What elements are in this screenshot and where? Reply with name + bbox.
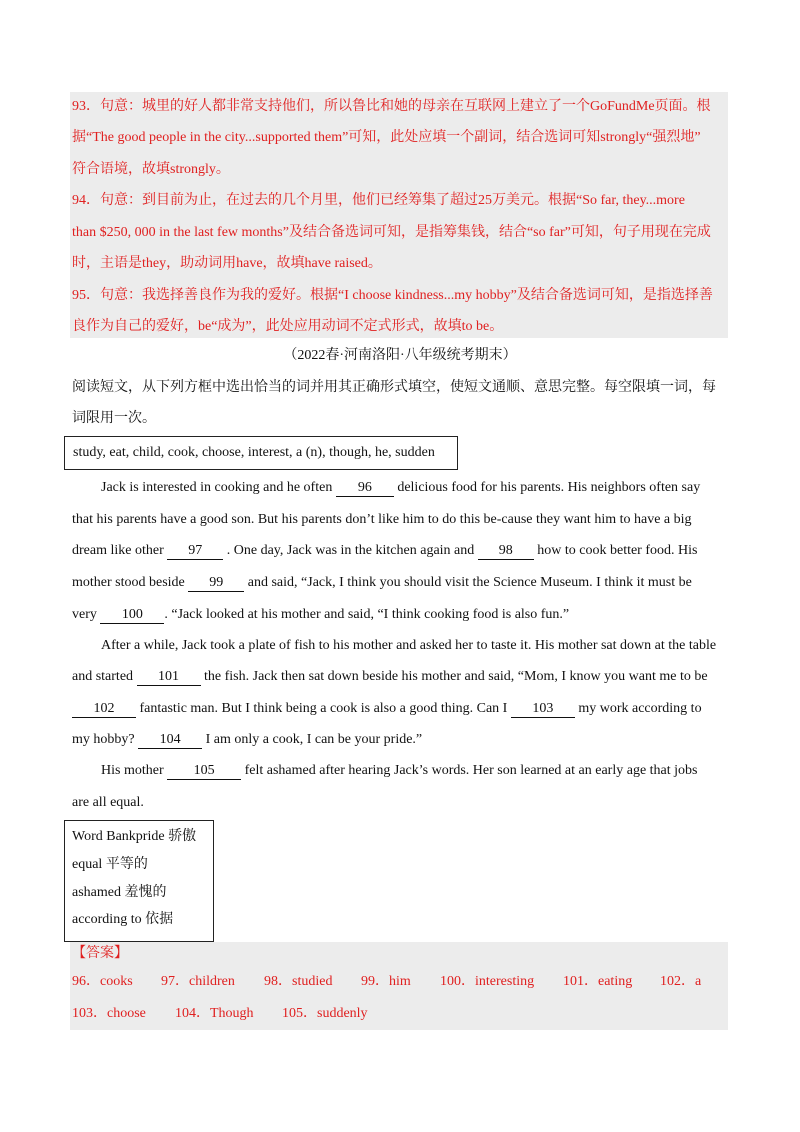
blank-100[interactable]: 100 [100,607,164,624]
passage-text: fantastic man. But I think being a cook is also a good thing. Can I [136,701,511,716]
passage-text: . One day, Jack was in the kitchen again and [223,543,478,558]
blank-105[interactable]: 105 [167,763,241,780]
word-bank-line: ashamed 羞愧的 [72,885,167,900]
blank-96[interactable]: 96 [336,480,394,497]
explanation-line: 94．句意：到目前为止，在过去的几个月里，他们已经筹集了超过25万美元。根据“So far, they...more [72,193,685,208]
blank-99[interactable]: 99 [188,575,244,592]
word-bank-line: according to 依据 [72,912,174,927]
passage-text: the fish. Jack then sat down beside his mother and said, “Mom, I know you want me to be [200,669,708,684]
passage-text: . “Jack looked at his mother and said, “I think cooking food is also fun.” [164,607,570,622]
blank-98[interactable]: 98 [478,543,534,560]
blank-97[interactable]: 97 [167,543,223,560]
explanation-line: 95．句意：我选择善良作为我的爱好。根据“I choose kindness...my hobby”及结合备选词可知，是指选择善 [72,288,713,303]
answer-item: 97．children [161,974,235,989]
answer-item: 101．eating [563,974,633,989]
passage-text: I am only a cook, I can be your pride.” [202,732,423,747]
instructions-line: 阅读短文，从下列方框中选出恰当的词并用其正确形式填空，使短文通顺、意思完整。每空限填一词，每 [72,380,716,395]
passage-text: my hobby? [72,732,139,747]
passage-line [72,730,422,750]
passage-text: my work according to [574,701,702,716]
passage-text: how to cook better food. His [533,543,698,558]
word-bank-box [64,820,214,942]
answer-item: 105．suddenly [282,1006,368,1021]
answer-label: 【答案】 [72,946,128,961]
passage-line [72,541,697,561]
answer-item: 100．interesting [440,974,535,989]
source-line: （2022春·河南洛阳·八年级统考期末） [283,348,517,363]
passage-line [72,699,702,719]
explanation-line: 时，主语是they，助动词用have，故填have raised。 [72,256,382,271]
blank-104[interactable]: 104 [138,732,202,749]
passage-line [101,761,697,781]
blank-101[interactable]: 101 [137,669,201,686]
passage-text: and said, “Jack, I think you should visit the Science Museum. I think it must be [244,575,692,590]
answer-item: 103．choose [72,1006,146,1021]
blank-103[interactable]: 103 [511,701,575,718]
passage-line [72,667,708,687]
blank-102[interactable]: 102 [72,701,136,718]
word-bank-line: equal 平等的 [72,857,148,872]
explanation-line: 据“The good people in the city...supported them”可知，此处应填一个副词，结合选词可知strongly“强烈地” [72,130,701,145]
passage-text: His mother [101,763,168,778]
answer-item: 104．Though [175,1006,254,1021]
passage-line: are all equal. [72,795,144,810]
passage-text: delicious food for his parents. His neighbors often say [393,480,701,495]
choices-box [64,436,458,470]
explanation-line: 良作为自己的爱好，be“成为”，此处应用动词不定式形式，故填to be。 [72,319,504,334]
passage-line: that his parents have a good son. But his parents don’t like him to do this be-cause they want him to have a big [72,512,692,527]
explanation-line: 符合语境，故填strongly。 [72,162,230,177]
explanation-line: than $250, 000 in the last few months”及结合备选词可知，是指筹集钱，结合“so far”可知，句子用现在完成 [72,225,711,240]
answer-item: 99．him [361,974,411,989]
passage-text: very [72,607,101,622]
passage-line [72,605,569,625]
passage-text: Jack is interested in cooking and he often [101,480,336,495]
answer-item: 98．studied [264,974,333,989]
passage-line [72,573,692,593]
explanation-line: 93．句意：城里的好人都非常支持他们，所以鲁比和她的母亲在互联网上建立了一个GoFundMe页面。根 [72,99,711,114]
answer-item: 96．cooks [72,974,133,989]
instructions-line: 词限用一次。 [72,411,156,426]
choices-text: study, eat, child, cook, choose, interest, a (n), though, he, sudden [73,445,435,460]
passage-text: felt ashamed after hearing Jack’s words. Her son learned at an early age that jobs [241,763,698,778]
answer-item: 102．a [660,974,702,989]
passage-text: mother stood beside [72,575,189,590]
word-bank-line: Word Bankpride 骄傲 [72,829,197,844]
passage-line: After a while, Jack took a plate of fish to his mother and asked her to taste it. His mother sat down at the table [101,638,717,653]
passage-line [101,478,700,498]
passage-text: and started [72,669,137,684]
passage-text: dream like other [72,543,168,558]
